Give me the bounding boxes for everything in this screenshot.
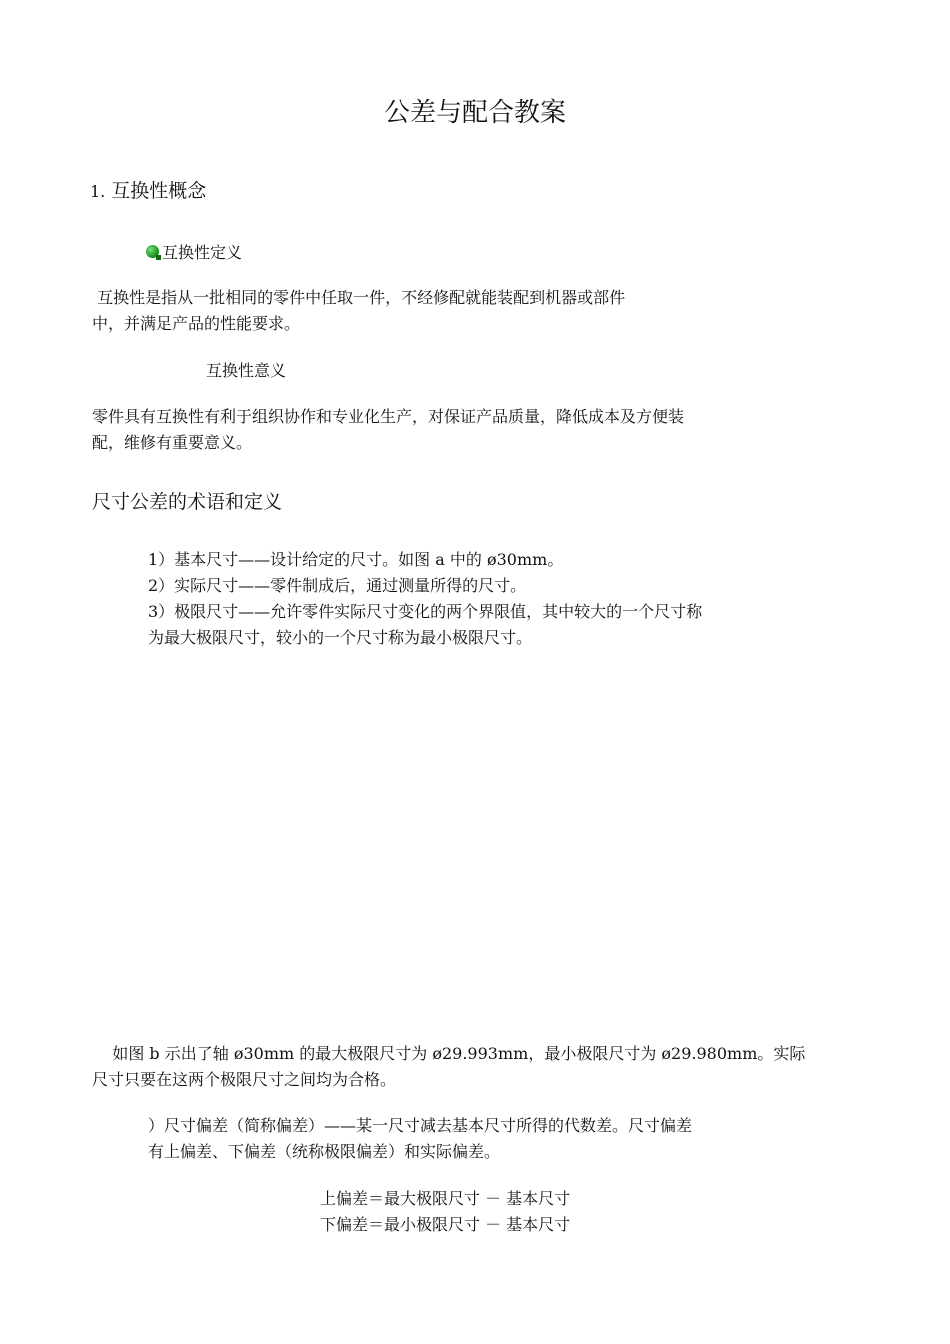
section-number: 1. bbox=[90, 182, 106, 201]
section-heading-tolerance-terms: 尺寸公差的术语和定义 bbox=[92, 491, 283, 513]
terms-list bbox=[148, 547, 702, 651]
section-heading-interchangeability bbox=[90, 176, 206, 203]
green-bullet-icon bbox=[146, 245, 159, 258]
paragraph-line: 零件具有互换性有利于组织协作和专业化生产，对保证产品质量，降低成本及方便装 bbox=[92, 407, 685, 426]
deviation-formulas bbox=[320, 1186, 570, 1238]
paragraph-line: 配，维修有重要意义。 bbox=[92, 433, 253, 452]
deviation-paragraph bbox=[148, 1113, 692, 1165]
formula-lower: 下偏差＝最小极限尺寸 － 基本尺寸 bbox=[320, 1215, 571, 1234]
definition-subheading-text: 互换性定义 bbox=[162, 243, 243, 262]
paragraph-line: 互换性是指从一批相同的零件中任取一件，不经修配就能装配到机器或部件 bbox=[92, 288, 626, 307]
meaning-paragraph bbox=[92, 404, 684, 456]
paragraph-line: 中，并满足产品的性能要求。 bbox=[92, 314, 301, 333]
paragraph-line: 有上偏差、下偏差（统称极限偏差）和实际偏差。 bbox=[148, 1142, 501, 1161]
formula-upper: 上偏差＝最大极限尺寸 － 基本尺寸 bbox=[320, 1189, 571, 1208]
paragraph-line: ）尺寸偏差（简称偏差）——某一尺寸减去基本尺寸所得的代数差。尺寸偏差 bbox=[148, 1116, 693, 1135]
figure-b-paragraph bbox=[92, 1041, 805, 1093]
paragraph-line: 尺寸只要在这两个极限尺寸之间均为合格。 bbox=[92, 1070, 397, 1089]
definition-subheading bbox=[146, 240, 242, 263]
list-item: 为最大极限尺寸，较小的一个尺寸称为最小极限尺寸。 bbox=[148, 628, 533, 647]
section-heading-text: 互换性概念 bbox=[111, 180, 207, 202]
paragraph-line: 如图 b 示出了轴 ø30mm 的最大极限尺寸为 ø29.993mm，最小极限尺寸为 ø29.980mm。实际 bbox=[92, 1044, 806, 1063]
list-item: 1）基本尺寸——设计给定的尺寸。如图 a 中的 ø30mm。 bbox=[148, 550, 564, 569]
list-item: 3）极限尺寸——允许零件实际尺寸变化的两个界限值，其中较大的一个尺寸称 bbox=[148, 602, 703, 621]
page-title: 公差与配合教案 bbox=[383, 98, 566, 128]
definition-paragraph bbox=[92, 285, 625, 337]
meaning-subheading: 互换性意义 bbox=[206, 361, 287, 380]
list-item: 2）实际尺寸——零件制成后，通过测量所得的尺寸。 bbox=[148, 576, 527, 595]
